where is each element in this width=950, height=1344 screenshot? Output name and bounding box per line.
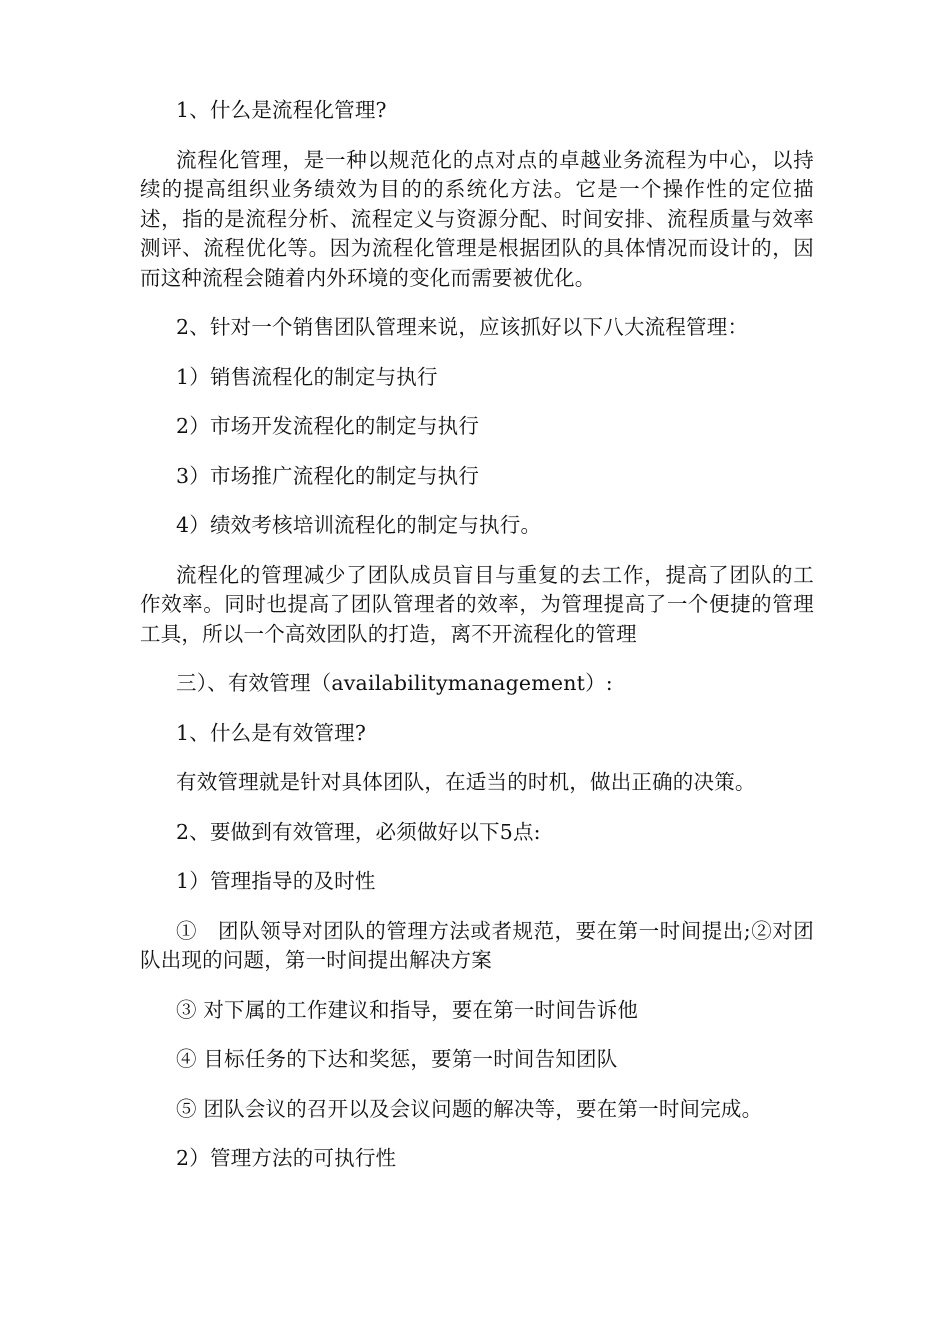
list-subitem-1-2: ① 团队领导对团队的管理方法或者规范，要在第一时间提出;②对团队出现的问题，第一时间提出解决方案 [140, 918, 814, 972]
list-item-2: 2）市场开发流程化的制定与执行 [176, 414, 480, 438]
list-item-1: 1）销售流程化的制定与执行 [176, 364, 438, 389]
list-subitem-3: ③ 对下属的工作建议和指导，要在第一时间告诉他 [176, 997, 639, 1022]
list-item-3: 3）市场推广流程化的制定与执行 [176, 463, 480, 488]
paragraph-question: 1、什么是有效管理? [176, 720, 367, 745]
paragraph-heading-2: 2、针对一个销售团队管理来说，应该抓好以下八大流程管理： [176, 315, 749, 339]
section-heading-3: 三）、有效管理（availabilitymanagement）: [176, 671, 613, 695]
paragraph-five-points: 2、要做到有效管理，必须做好以下5点: [176, 819, 541, 844]
list-item-4: 4）绩效考核培训流程化的制定与执行。 [176, 513, 542, 537]
paragraph-heading-1: 1、什么是流程化管理? [176, 98, 387, 122]
list-item-executability: 2）管理方法的可执行性 [176, 1146, 397, 1170]
list-subitem-5: ⑤ 团队会议的召开以及会议问题的解决等，要在第一时间完成。 [176, 1096, 763, 1121]
paragraph-summary: 流程化的管理减少了团队成员盲目与重复的去工作，提高了团队的工作效率。同时也提高了团队管理者的效率，为管理提高了一个便捷的管理工具，所以一个高效团队的打造，离不开流程化的管理 [140, 562, 814, 646]
document-page [140, 96, 814, 1194]
paragraph-answer: 有效管理就是针对具体团队，在适当的时机，做出正确的决策。 [176, 770, 756, 794]
paragraph-definition: 流程化管理，是一种以规范化的点对点的卓越业务流程为中心，以持续的提高组织业务绩效为目的的系统化方法。它是一个操作性的定位描述，指的是流程分析、流程定义与资源分配、时间安排、流程质量与效率测评、流程优化等。因为流程化管理是根据团队的具体情况而设计的，因而这种流程会随着内外环境的变化而需要被优化。 [140, 147, 814, 290]
list-subitem-4: ④ 目标任务的下达和奖惩，要第一时间告知团队 [176, 1047, 618, 1071]
list-item-timeliness: 1）管理指导的及时性 [176, 869, 376, 893]
